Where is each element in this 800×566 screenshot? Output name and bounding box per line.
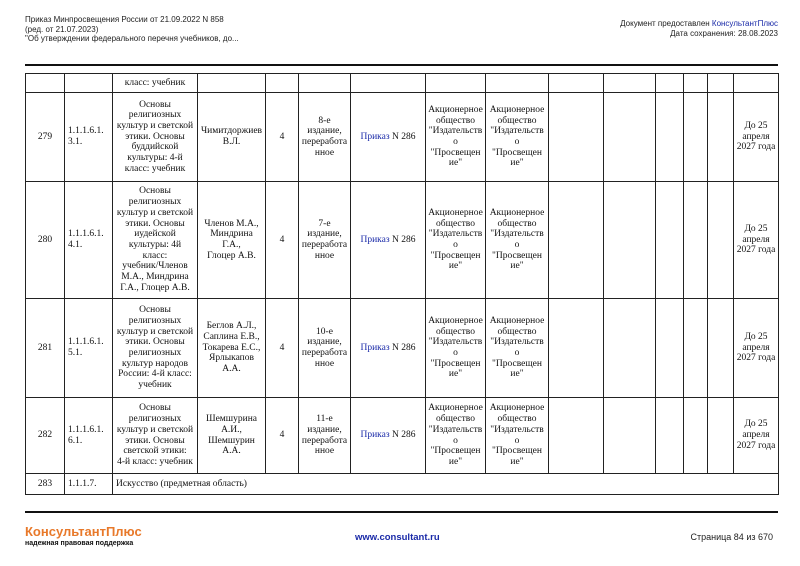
cell-grade: 4 [266,398,299,474]
cell-publisher-2: Акционерное общество "Издательств о "Просвещен ие" [486,398,549,474]
table-row-continuation [26,74,779,93]
order-link[interactable]: Приказ [360,234,390,245]
cell-empty [549,182,604,299]
table-row [26,299,779,398]
cell-publisher: Акционерное общество "Издательств о "Просвещен ие" [426,398,486,474]
footer-brand: КонсультантПлюс [25,524,142,539]
cell-empty [656,299,684,398]
cell-code: 1.1.1.7. [65,474,113,495]
header-divider [25,64,778,66]
provided-by-label: Документ предоставлен [620,19,712,28]
table-row [26,182,779,299]
cell-empty [708,182,734,299]
cell-publisher: Акционерное общество "Издательств о "Просвещен ие" [426,182,486,299]
table-row [26,398,779,474]
cell-number: 281 [26,299,65,398]
cell-edition: 8-е издание, переработа нное [299,93,351,182]
footer-logo [25,525,142,548]
cell-number: 283 [26,474,65,495]
cell-edition: 11-е издание, переработа нное [299,398,351,474]
cell-number: 282 [26,398,65,474]
cell-empty [684,93,708,182]
order-number: N 286 [389,430,416,441]
cell-code: 1.1.1.6.1. 6.1. [65,398,113,474]
cell-empty [549,93,604,182]
cell-empty [684,299,708,398]
cell-empty [684,398,708,474]
table-row [26,93,779,182]
cell-empty [656,93,684,182]
document-source [620,19,778,38]
cell-empty [656,182,684,299]
cell-until: До 25 апреля 2027 года [734,299,779,398]
cell-empty [656,398,684,474]
consultant-brand-link[interactable]: КонсультантПлюс [711,19,778,28]
cell-grade: 4 [266,299,299,398]
cell-edition: 7-е издание, переработа нное [299,182,351,299]
textbook-table [25,73,779,495]
order-link[interactable]: Приказ [360,342,390,353]
cell-title: Основы религиозных культур и светской этики. Основы светской этики: 4-й класс: учебник [113,398,198,474]
order-link[interactable]: Приказ [360,131,390,142]
cell-authors: Членов М.А., Миндрина Г.А., Глоцер А.В. [198,182,266,299]
page-number: Страница 84 из 670 [690,532,773,542]
cell-empty [708,93,734,182]
footer-url-link[interactable]: www.consultant.ru [355,532,440,543]
cell-empty [549,398,604,474]
cell-authors: Шемшурина А.И., Шемшурин А.А. [198,398,266,474]
footer-divider [25,511,778,513]
cell-empty [604,93,656,182]
footer-tagline: надежная правовая поддержка [25,540,134,547]
cell-publisher-2: Акционерное общество "Издательств о "Просвещен ие" [486,93,549,182]
cell-number: 279 [26,93,65,182]
cell-title: класс: учебник [113,74,198,93]
cell-code: 1.1.1.6.1. 4.1. [65,182,113,299]
cell-code: 1.1.1.6.1. 3.1. [65,93,113,182]
cell-section-title: Искусство (предметная область) [113,474,779,495]
cell-title: Основы религиозных культур и светской этики. Основы религиозных культур народов России: 4-й класс: учебник [113,299,198,398]
order-number: N 286 [389,234,416,245]
cell-authors: Беглов А.Л., Саплина Е.В., Токарева Е.С., Ярлыкапов А.А. [198,299,266,398]
cell-code: 1.1.1.6.1. 5.1. [65,299,113,398]
cell-order [351,93,426,182]
cell-until: До 25 апреля 2027 года [734,182,779,299]
cell-empty [604,299,656,398]
cell-empty [549,299,604,398]
cell-edition: 10-е издание, переработа нное [299,299,351,398]
cell-empty [684,182,708,299]
cell-empty [708,299,734,398]
table-row-section [26,474,779,495]
cell-grade: 4 [266,182,299,299]
cell-publisher: Акционерное общество "Издательств о "Просвещен ие" [426,93,486,182]
document-title: Приказ Минпросвещения России от 21.09.2022 N 858 (ред. от 21.07.2023) "Об утверждении федерального перечня учебников, до... [25,15,239,43]
cell-title: Основы религиозных культур и светской этики. Основы иудейской культуры: 4й класс: учебник/Членов М.А., Миндрина Г.А., Глоцер А.В. [113,182,198,299]
cell-empty [604,182,656,299]
cell-publisher-2: Акционерное общество "Издательств о "Просвещен ие" [486,299,549,398]
cell-empty [604,398,656,474]
cell-empty [708,398,734,474]
cell-until: До 25 апреля 2027 года [734,398,779,474]
cell-order [351,398,426,474]
cell-grade: 4 [266,93,299,182]
cell-publisher-2: Акционерное общество "Издательств о "Просвещен ие" [486,182,549,299]
cell-number: 280 [26,182,65,299]
order-link[interactable]: Приказ [360,430,390,441]
order-number: N 286 [389,131,416,142]
cell-publisher: Акционерное общество "Издательств о "Просвещен ие" [426,299,486,398]
cell-title: Основы религиозных культур и светской этики. Основы буддийской культуры: 4-й класс: учебник [113,93,198,182]
cell-authors: Чимитдоржиев В.Л. [198,93,266,182]
save-date: Дата сохранения: 28.08.2023 [670,28,778,38]
cell-order [351,299,426,398]
cell-until: До 25 апреля 2027 года [734,93,779,182]
cell-order [351,182,426,299]
order-number: N 286 [389,342,416,353]
